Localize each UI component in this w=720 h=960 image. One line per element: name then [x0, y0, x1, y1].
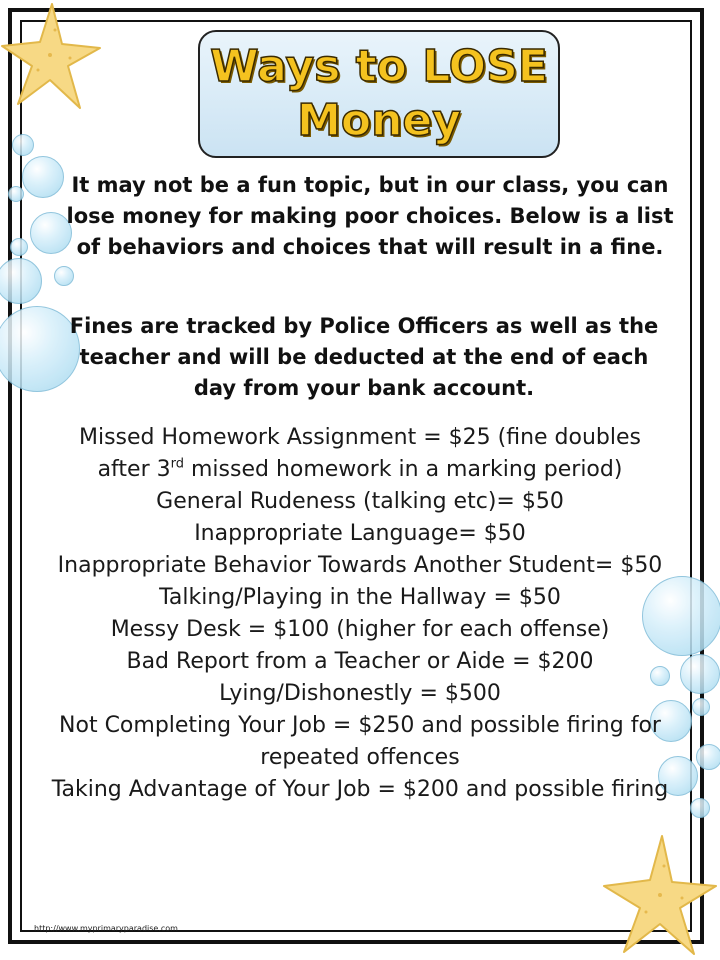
bubble-icon — [690, 798, 710, 818]
fine-item: Lying/Dishonestly = $500 — [219, 681, 501, 706]
page-title-line-2: Money — [297, 95, 461, 146]
fine-item: Bad Report from a Teacher or Aide = $200 — [126, 649, 594, 674]
fine-item: Inappropriate Language= $50 — [194, 521, 526, 546]
bubble-icon — [680, 654, 720, 694]
title-banner — [198, 30, 560, 158]
starfish-icon — [600, 830, 720, 960]
footer-url-link[interactable]: http://www.myprimaryparadise.com — [34, 924, 178, 933]
bubble-icon — [8, 186, 24, 202]
fine-item-homework: Missed Homework Assignment = $25 (fine doubles after 3rd missed homework in a marking period) — [79, 425, 641, 482]
fine-item: Inappropriate Behavior Towards Another Student= $50 — [57, 553, 663, 578]
bubble-icon — [10, 238, 28, 256]
bubble-icon — [696, 744, 720, 770]
fine-item: Taking Advantage of Your Job = $200 and possible firing — [51, 777, 669, 802]
bubble-icon — [54, 266, 74, 286]
fines-list — [50, 422, 670, 806]
tracking-paragraph: Fines are tracked by Police Officers as well as the teacher and will be deducted at the end of each day from your bank account. — [69, 314, 659, 400]
bubble-icon — [22, 156, 64, 198]
page-title-line-1: Ways to LOSE — [210, 41, 548, 92]
fine-item: Talking/Playing in the Hallway = $50 — [159, 585, 561, 610]
intro-paragraph: It may not be a fun topic, but in our class, you can lose money for making poor choices. Below is a list of behaviors and choices that will result in a fine. — [66, 173, 674, 259]
bubble-icon — [692, 698, 710, 716]
fine-item: Not Completing Your Job = $250 and possible firing for repeated offences — [59, 713, 661, 770]
bubble-icon — [12, 134, 34, 156]
fine-item: General Rudeness (talking etc)= $50 — [156, 489, 564, 514]
fine-item: Messy Desk = $100 (higher for each offense) — [110, 617, 610, 642]
starfish-icon — [0, 0, 120, 130]
